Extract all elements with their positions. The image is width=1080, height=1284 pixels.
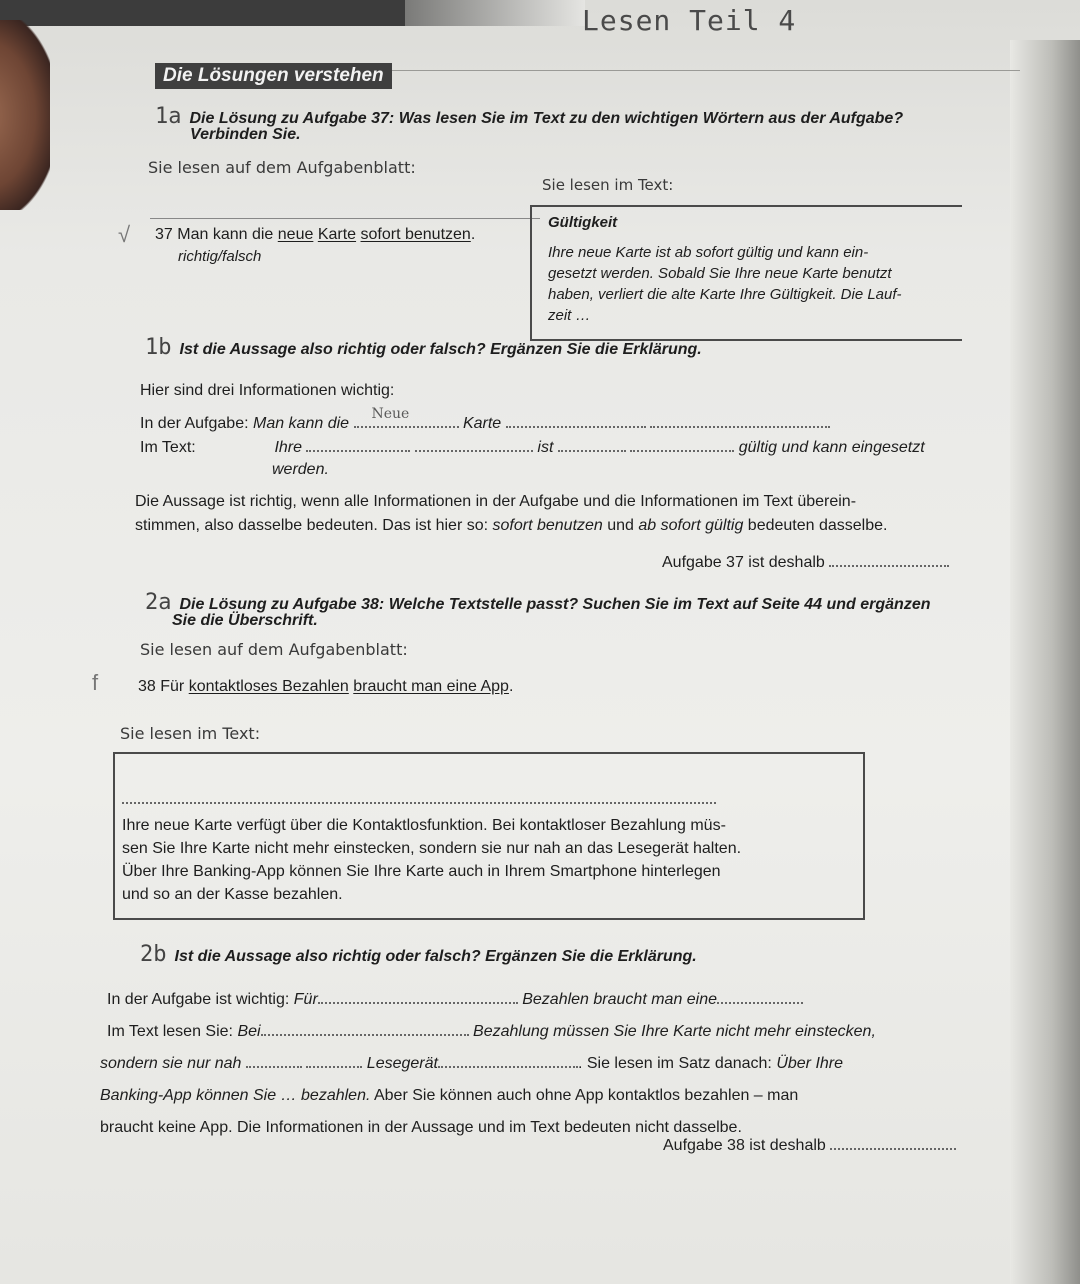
connector-line [150,218,540,219]
conclusion-38: Aufgabe 38 ist deshalb [663,1134,956,1155]
blank-7[interactable] [630,436,734,452]
statement-37: 37 Man kann die neue Karte sofort benutzen. [155,226,476,243]
finger-shadow [0,20,50,210]
blank-answer-37[interactable] [829,551,949,567]
task-2a-title: 2a Die Lösung zu Aufgabe 38: Welche Textstelle passt? Suchen Sie im Text auf Seite 44 und ergänzen [145,590,931,615]
task-2b-title: 2b Ist die Aussage also richtig oder falsch? Ergänzen Sie die Erklärung. [140,942,697,967]
box-text: Ihre neue Karte ist ab sofort gültig und kann ein- gesetzt werden. Sobald Sie Ihre neue Karte benutzt haben, verliert die alte Karte Ihre Gültigkeit. Die Lauf- zeit … [548,244,902,324]
task-2a-title-line2: Sie die Überschrift. [172,612,318,629]
blank-5[interactable] [415,436,533,452]
task-1b-title: 1b Ist die Aussage also richtig oder falsch? Ergänzen Sie die Erklärung. [145,335,702,360]
page-edge-shadow [1010,40,1080,1284]
mark-f: f [92,670,99,695]
text-label: Sie lesen im Text: [542,176,674,194]
top-dark-strip [0,0,405,26]
blank-13[interactable] [438,1052,578,1068]
blank-4[interactable] [306,436,410,452]
richtig-falsch: richtig/falsch [178,248,262,265]
blank-8[interactable] [318,988,518,1004]
check-mark: √ [118,222,131,247]
task-1a-subtitle: Verbinden Sie. [190,126,301,143]
task-2b-body: In der Aufgabe ist wichtig: Für Bezahlen braucht man eine Im Text lesen Sie: Bei Bezahlung müssen Sie Ihre Karte nicht mehr einstecken, sondern sie nur nah Lesegerät . Sie lesen im Satz danach: Über Ihre Banking-App können Sie … bezahlen. Aber Sie können auch ohne App kontaktlos bezahlen – man braucht keine App. Die Informationen in der Aussage und im Text bedeuten nicht dasselbe. [100,984,1000,1144]
text-label-2: Sie lesen im Text: [120,724,261,743]
conclusion-37: Aufgabe 37 ist deshalb [662,551,949,572]
blank-answer-38[interactable] [830,1134,956,1150]
row-text-end: werden. [272,461,329,478]
blank-1[interactable]: Neue [354,412,459,428]
blank-6[interactable] [558,436,626,452]
blank-12[interactable] [306,1052,362,1068]
box-text-2: Ihre neue Karte verfügt über die Kontaktlosfunktion. Bei kontaktloser Bezahlung müs- sen Sie Ihre Karte nicht mehr einstecken, sondern sie nur nah an das Lesegerät halten. Über Ihre Banking-App können Sie Ihre Karte auch in Ihrem Smartphone hinterlegen und so an der Kasse bezahlen. [122,817,742,903]
worksheet-label: Sie lesen auf dem Aufgabenblatt: [148,158,416,177]
task-1b-intro: Hier sind drei Informationen wichtig: [140,382,395,399]
page-header: Lesen Teil 4 [582,4,797,37]
row-text: Im Text: Ihre ist gültig und kann eingesetzt [140,436,980,457]
task-1b-paragraph: Die Aussage ist richtig, wenn alle Informationen in der Aufgabe und die Informationen im Text überein- stimmen, also dasselbe bedeuten. Das ist hier so: sofort benutzen und ab sofort gültig bedeuten dasselbe. [135,493,888,534]
blank-2[interactable] [506,412,646,428]
blank-heading[interactable] [122,788,716,804]
box-heading: Gültigkeit [548,214,618,231]
statement-38: 38 Für kontaktloses Bezahlen braucht man eine App. [138,678,514,695]
blank-11[interactable] [246,1052,302,1068]
row-aufgabe: In der Aufgabe: Man kann die Neue Karte [140,412,900,433]
blank-9[interactable] [717,988,803,1004]
blank-10[interactable] [261,1020,469,1036]
blank-3[interactable] [650,412,830,428]
task-title: Die Lösung zu Aufgabe 37: Was lesen Sie im Text zu den wichtigen Wörtern aus der Aufgabe? [189,110,904,127]
section-tag: Die Lösungen verstehen [155,63,392,89]
top-strip-fade [405,0,585,26]
task-number: 1a [155,104,182,129]
worksheet-label-2: Sie lesen auf dem Aufgabenblatt: [140,640,408,659]
